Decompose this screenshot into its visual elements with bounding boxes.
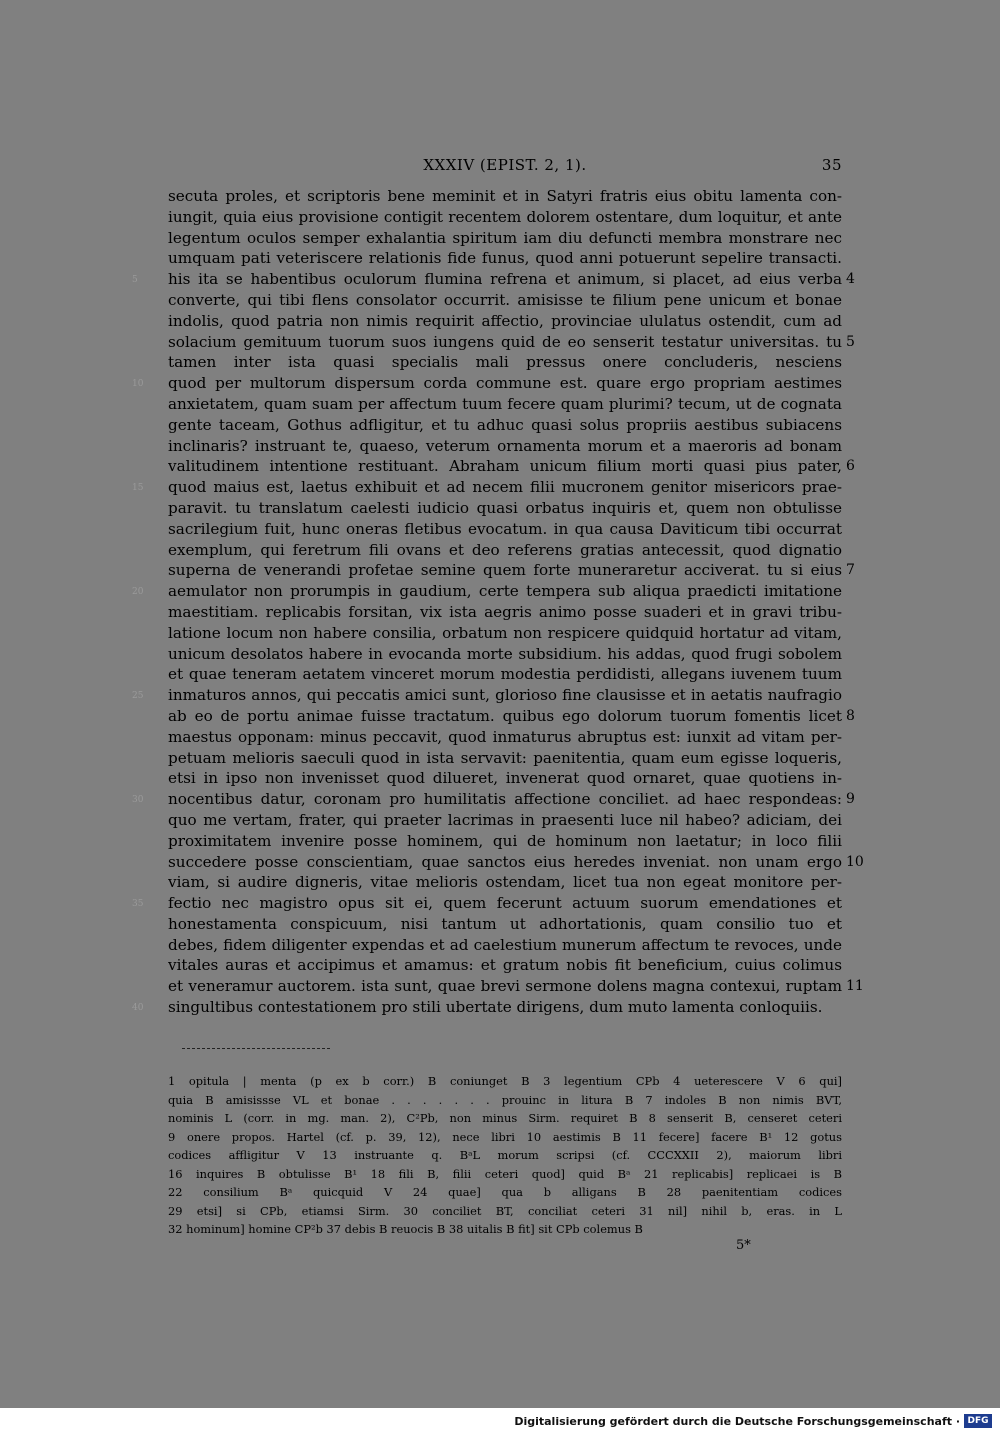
- apparatus-line: quia B amisissse VL et bonae . . . . . . . prouinc in litura B 7 indoles B non nimis BVT,: [168, 1092, 842, 1107]
- text-line: [168, 852, 864, 873]
- line-text: anxietatem, quam suam per affectum tuum fecere quam plurimi? tecum, ut de cognata: [168, 394, 842, 413]
- apparatus-line: 1 opitula | menta (p ex b corr.) B coniunget B 3 legentium CPb 4 ueterescere V 6 qui]: [168, 1074, 842, 1088]
- text-line: [132, 997, 842, 1018]
- line-text: unicum desolatos habere in evocanda morte subsidium. his addas, quod frugi sobolem: [168, 644, 842, 663]
- line-text: paravit. tu translatum caelesti iudicio quasi orbatus inquiris et, quem non obtulisse: [168, 498, 842, 517]
- line-number: 15: [132, 483, 144, 494]
- text-line: [168, 332, 855, 353]
- text-line: [168, 727, 842, 748]
- line-text: inclinaris? instruant te, quaeso, veterum ornamenta morum et a maeroris ad bonam: [168, 436, 842, 455]
- text-line: [168, 955, 842, 976]
- section-number: 7: [846, 562, 855, 579]
- section-number: 10: [846, 853, 864, 870]
- apparatus-line: nominis L (corr. in mg. man. 2), C²Pb, non minus Sirm. requiret B 8 senserit B, censeret ceteri: [168, 1111, 842, 1125]
- apparatus-line: 22 consilium Bᵃ quicquid V 24 quae] qua b alligans B 28 paenitentiam codices: [168, 1185, 842, 1199]
- line-text: aemulator non prorumpis in gaudium, certe tempera sub aliqua praedicti imitatione: [168, 582, 842, 601]
- line-text: iungit, quia eius provisione contigit recentem dolorem ostentare, dum loquitur, et ante: [168, 207, 842, 226]
- main-text: [132, 186, 864, 1018]
- text-line: [168, 498, 842, 519]
- text-line: [168, 664, 842, 685]
- line-text: indolis, quod patria non nimis requirit affectio, provinciae ululatus ostendit, cum ad: [168, 311, 842, 330]
- text-line: [168, 872, 842, 893]
- line-text: petuam melioris saeculi quod in ista servavit: paenitentia, quam eum egisse loqueris,: [168, 748, 842, 767]
- text-line: [132, 789, 855, 810]
- line-number: 10: [132, 379, 144, 390]
- text-line: [168, 976, 864, 997]
- line-number: 35: [132, 899, 144, 910]
- line-text: maestus opponam: minus peccavit, quod inmaturus abruptus est: iunxit ad vitam per-: [168, 727, 842, 746]
- line-text: solacium gemituum tuorum suos iungens quid de eo senserit testatur universitas. tu: [168, 332, 842, 351]
- line-number: 40: [132, 1003, 144, 1014]
- line-text: inmaturos annos, qui peccatis amici sunt, glorioso fine clausisse et in aetatis naufragio: [168, 686, 842, 705]
- critical-apparatus: [168, 1072, 842, 1239]
- text-line: [168, 186, 842, 207]
- line-text: et veneramur auctorem. ista sunt, quae brevi sermone dolens magna contexui, ruptam: [168, 977, 842, 996]
- line-text: tamen inter ista quasi specialis mali pressus onere concluderis, nesciens: [168, 353, 842, 372]
- line-text: vitales auras et accipimus et amamus: et gratum nobis fit beneficium, cuius colimus: [168, 956, 842, 975]
- apparatus-line: codices affligitur V 13 instruante q. BᵃL morum scripsi (cf. CCCXXII 2), maiorum libri: [168, 1148, 842, 1162]
- text-line: [168, 644, 842, 665]
- section-number: 6: [846, 458, 855, 475]
- line-number: 5: [132, 275, 138, 286]
- text-line: [168, 748, 842, 769]
- line-text: viam, si audire digneris, vitae melioris ostendam, licet tua non egeat monitore per-: [168, 873, 842, 892]
- line-text: debes, fidem diligenter expendas et ad caelestium munerum affectum te revoces, unde: [168, 935, 842, 954]
- text-line: [168, 290, 842, 311]
- text-line: [168, 394, 842, 415]
- line-number: 25: [132, 691, 144, 702]
- signature-mark: 5*: [736, 1238, 751, 1253]
- text-line: [168, 706, 855, 727]
- line-text: legentum oculos semper exhalantia spiritum iam diu defuncti membra monstrare nec: [168, 228, 842, 247]
- apparatus-line: 9 onere propos. Hartel (cf. p. 39, 12), nece libri 10 aestimis B 11 fecere] facere B¹ 12 gotus: [168, 1129, 842, 1144]
- text-line: [168, 519, 842, 540]
- line-text: valitudinem intentione restituant. Abraham unicum filium morti quasi pius pater,: [168, 457, 842, 476]
- text-line: [168, 207, 842, 228]
- line-number: 20: [132, 587, 144, 598]
- line-text: succedere posse conscientiam, quae sanctos eius heredes inveniat. non unam ergo: [168, 852, 842, 871]
- text-line: [132, 893, 842, 914]
- text-line: [168, 935, 842, 956]
- line-text: quo me vertam, frater, qui praeter lacrimas in praesenti luce nil habeo? adiciam, dei: [168, 810, 842, 829]
- text-line: [168, 352, 842, 373]
- section-number: 9: [846, 791, 855, 808]
- text-line: [168, 602, 842, 623]
- line-text: sacrilegium fuit, hunc oneras fletibus evocatum. in qua causa Daviticum tibi occurrat: [168, 519, 842, 538]
- running-header: [168, 156, 842, 178]
- line-text: gente taceam, Gothus adfligitur, et tu adhuc quasi solus propriis aestibus subiacens: [168, 415, 842, 434]
- text-line: [168, 623, 842, 644]
- text-line: [168, 560, 855, 581]
- line-text: quod maius est, laetus exhibuit et ad necem filii mucronem genitor misericors prae-: [168, 478, 842, 497]
- text-line: [168, 436, 842, 457]
- apparatus-line: 29 etsi] si CPb, etiamsi Sirm. 30 conciliet BT, conciliat ceteri 31 nil] nihil b, eras. in L: [168, 1203, 842, 1218]
- section-number: 4: [846, 271, 855, 288]
- line-text: proximitatem invenire posse hominem, qui de hominum non laetatur; in loco filii: [168, 831, 842, 850]
- page-number: 35: [821, 156, 842, 174]
- footer-bar: [0, 1408, 1000, 1434]
- line-text: converte, qui tibi flens consolator occurrit. amisisse te filium pene unicum et bonae: [168, 290, 842, 309]
- line-number: 30: [132, 795, 144, 806]
- apparatus-line: 32 hominum] homine CP²b 37 debis B reuocis B 38 uitalis B fit] sit CPb colemus B: [168, 1222, 643, 1236]
- section-number: 8: [846, 707, 855, 724]
- header-title: XXXIV (EPIST. 2, 1).: [423, 156, 587, 174]
- line-text: his ita se habentibus oculorum flumina refrena et animum, si placet, ad eius verba: [168, 270, 842, 289]
- line-text: etsi in ipso non invenisset quod dilueret, invenerat quod ornaret, quae quotiens in-: [168, 769, 842, 788]
- line-text: et quae teneram aetatem vinceret morum modestia perdidisti, allegans iuvenem tuum: [168, 665, 842, 684]
- line-text: ab eo de portu animae fuisse tractatum. quibus ego dolorum tuorum fomentis licet: [168, 706, 842, 725]
- text-line: [168, 415, 842, 436]
- text-line: [132, 581, 842, 602]
- text-line: [168, 914, 842, 935]
- text-line: [168, 540, 842, 561]
- text-line: [168, 228, 842, 249]
- text-line: [168, 456, 855, 477]
- line-text: quod per multorum dispersum corda commune est. quare ergo propriam aestimes: [168, 374, 842, 393]
- line-text: latione locum non habere consilia, orbatum non respicere quidquid hortatur ad vitam,: [168, 623, 842, 642]
- apparatus-line: 16 inquires B obtulisse B¹ 18 fili B, filii ceteri quod] quid Bᵃ 21 replicabis] replicaei is B: [168, 1166, 842, 1181]
- line-text: superna de venerandi profetae semine quem forte muneraretur acciverat. tu si eius: [168, 561, 842, 580]
- text-line: [132, 269, 855, 290]
- line-text: honestamenta conspicuum, nisi tantum ut adhortationis, quam consilio tuo et: [168, 914, 842, 933]
- funding-credit: Digitalisierung gefördert durch die Deutsche Forschungsgemeinschaft ·: [514, 1415, 960, 1428]
- section-number: 5: [846, 333, 855, 350]
- line-text: maestitiam. replicabis forsitan, vix ista aegris animo posse suaderi et in gravi tribu-: [168, 602, 842, 621]
- section-number: 11: [846, 978, 864, 995]
- text-line: [132, 477, 842, 498]
- line-text: singultibus contestationem pro stili ubertate dirigens, dum muto lamenta conloquiis.: [168, 998, 823, 1017]
- line-text: umquam pati veteriscere relationis fide funus, quod anni potuerunt sepelire transacti.: [168, 249, 842, 268]
- text-line: [168, 768, 842, 789]
- line-text: nocentibus datur, coronam pro humilitatis affectione conciliet. ad haec respondeas:: [168, 790, 842, 809]
- text-line: [168, 248, 842, 269]
- footnote-rule: [182, 1048, 330, 1050]
- text-line: [168, 831, 842, 852]
- line-text: exemplum, qui feretrum fili ovans et deo referens gratias antecessit, quod dignatio: [168, 540, 842, 559]
- line-text: secuta proles, et scriptoris bene meminit et in Satyri fratris eius obitu lamenta con-: [168, 187, 842, 205]
- text-line: [132, 685, 842, 706]
- text-line: [168, 810, 842, 831]
- text-line: [168, 311, 842, 332]
- dfg-logo: DFG: [964, 1414, 992, 1428]
- line-text: fectio nec magistro opus sit ei, quem fecerunt actuum suorum emendationes et: [168, 894, 842, 913]
- text-line: [132, 373, 842, 394]
